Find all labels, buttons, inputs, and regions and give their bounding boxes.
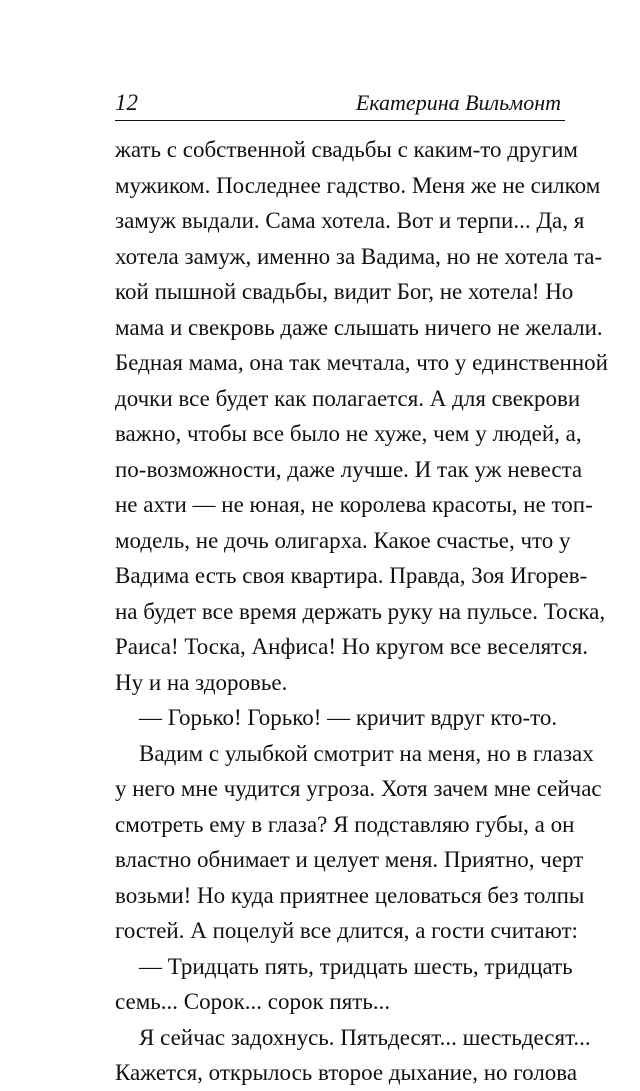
text-line: жать с собственной свадьбы с каким-то другим	[115, 137, 578, 162]
text-line: Вадим с улыбкой смотрит на меня, но в глазах	[139, 740, 594, 766]
text-line: хотела замуж, именно за Вадима, но не хотела та-	[115, 243, 603, 269]
text-line: — Горько! Горько! — кричит вдруг кто-то.	[139, 705, 558, 730]
text-line: дочки все будет как полагается. А для свекрови	[115, 385, 581, 411]
text-line: Ну и на здоровье.	[115, 669, 288, 695]
text-line: Кажется, открылось второе дыхание, но голова	[115, 1060, 578, 1085]
header-rule	[115, 120, 565, 121]
text-line: важно, чтобы все было не хуже, чем у людей, а,	[115, 421, 582, 446]
body-text	[115, 132, 608, 1091]
text-line: мама и свекровь даже слышать ничего не желали.	[115, 314, 603, 340]
text-line: — Тридцать пять, тридцать шесть, тридцать	[139, 953, 573, 979]
text-line: на будет все время держать руку на пульсе. Тоска,	[115, 598, 606, 624]
text-line: кой пышной свадьбы, видит Бог, не хотела! Но	[115, 279, 574, 304]
running-header	[115, 88, 565, 118]
page-number: 12	[115, 90, 138, 115]
text-line: Раиса! Тоска, Анфиса! Но кругом все веселятся.	[115, 634, 589, 659]
text-line: возьми! Но куда приятнее целоваться без толпы	[115, 882, 585, 908]
text-line: семь... Сорок... сорок пять...	[115, 989, 391, 1014]
text-line: замуж выдали. Сама хотела. Вот и терпи... Да, я	[115, 208, 585, 233]
text-line: модель, не дочь олигарха. Какое счастье, что у	[115, 527, 571, 553]
text-line: не ахти — не юная, не королева красоты, не топ-	[115, 492, 593, 517]
text-line: Вадима есть своя квартира. Правда, Зоя Игорев-	[115, 563, 588, 588]
text-line: по-возможности, даже лучше. И так уж невеста	[115, 456, 583, 482]
text-line: властно обнимает и целует меня. Приятно, черт	[115, 847, 584, 872]
text-line: мужиком. Последнее гадство. Меня же не силком	[115, 172, 601, 198]
text-line: гостей. А поцелуй все длится, а гости считают:	[115, 918, 578, 943]
text-line: смотреть ему в глаза? Я подставляю губы, а он	[115, 811, 575, 837]
author-running-head: Екатерина Вильмонт	[355, 90, 561, 115]
text-line: Я сейчас задохнусь. Пятьдесят... шестьдесят...	[139, 1024, 591, 1050]
text-line: Бедная мама, она так мечтала, что у единственной	[115, 350, 608, 375]
text-line: у него мне чудится угроза. Хотя зачем мне сейчас	[115, 776, 602, 801]
